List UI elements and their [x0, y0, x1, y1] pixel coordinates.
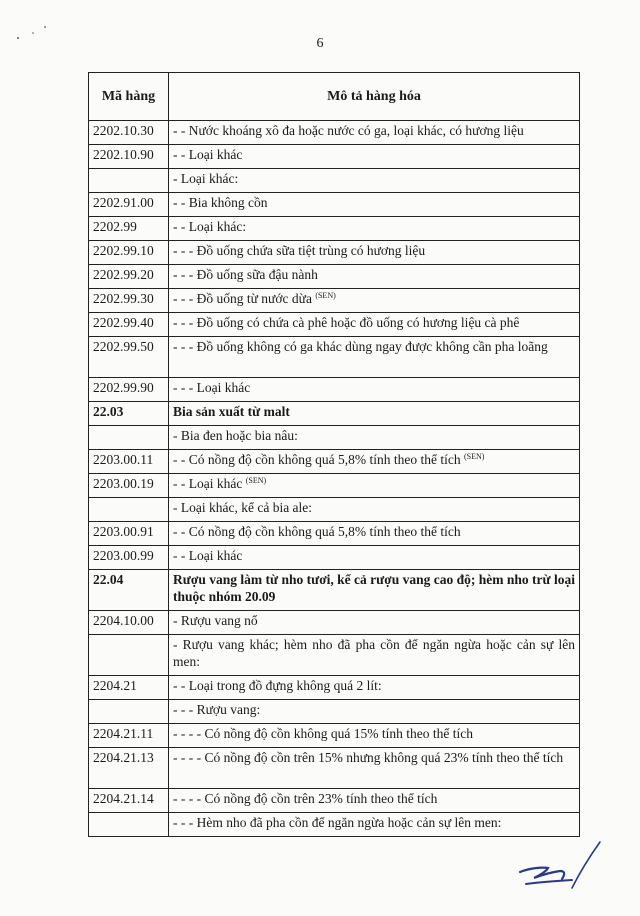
description-cell [169, 313, 580, 337]
description-text: - - Có nồng độ cồn không quá 5,8% tính theo thể tích [173, 452, 461, 467]
table-row [89, 217, 580, 241]
table-row [89, 265, 580, 289]
description-text: Rượu vang làm từ nho tươi, kể cả rượu vang cao độ; hèm nho trừ loại thuộc nhóm 20.09 [173, 572, 575, 604]
table-row [89, 570, 580, 611]
hs-code-cell: 2204.21.13 [89, 748, 169, 789]
table-row [89, 611, 580, 635]
description-cell [169, 546, 580, 570]
sen-marker: (SEN) [315, 291, 336, 300]
description-text: - Rượu vang khác; hèm nho đã pha cồn để ngăn ngừa hoặc cản sự lên men: [173, 637, 575, 669]
table-row [89, 789, 580, 813]
hs-code-cell [89, 813, 169, 837]
hs-code-cell: 2203.00.91 [89, 522, 169, 546]
description-text: - - - Đồ uống sữa đậu nành [173, 267, 318, 282]
table-row [89, 289, 580, 313]
description-cell [169, 748, 580, 789]
table-row [89, 313, 580, 337]
hs-code-cell: 2204.21.11 [89, 724, 169, 748]
description-text: - - Loại trong đồ đựng không quá 2 lít: [173, 678, 382, 693]
description-cell [169, 426, 580, 450]
hs-code-cell: 2202.99.90 [89, 378, 169, 402]
description-text: - - Loại khác: [173, 219, 247, 234]
description-cell [169, 378, 580, 402]
description-text: - Rượu vang nổ [173, 613, 258, 628]
hs-code-cell: 2202.10.90 [89, 145, 169, 169]
description-text: - - - Đồ uống từ nước dừa [173, 291, 312, 306]
description-cell [169, 789, 580, 813]
description-cell [169, 611, 580, 635]
description-text: Bia sản xuất từ malt [173, 404, 290, 419]
description-text: - - Có nồng độ cồn không quá 5,8% tính theo thể tích [173, 524, 461, 539]
description-cell [169, 402, 580, 426]
description-cell [169, 241, 580, 265]
table-row [89, 402, 580, 426]
description-cell [169, 121, 580, 145]
table-row [89, 748, 580, 789]
sen-marker: (SEN) [245, 476, 267, 485]
description-cell [169, 676, 580, 700]
table-row [89, 378, 580, 402]
hs-code-cell: 22.03 [89, 402, 169, 426]
description-text: - - Loại khác [173, 147, 243, 162]
description-text: - - Loại khác [173, 476, 243, 491]
hs-code-cell: 2202.10.30 [89, 121, 169, 145]
table-body [89, 121, 580, 837]
hs-code-cell: 2202.99.10 [89, 241, 169, 265]
table-row [89, 474, 580, 498]
hs-code-cell [89, 700, 169, 724]
table-row [89, 121, 580, 145]
hs-code-cell: 22.04 [89, 570, 169, 611]
hs-code-cell: 2202.99.20 [89, 265, 169, 289]
signature-icon [516, 838, 608, 894]
hs-code-cell: 2204.10.00 [89, 611, 169, 635]
table-row [89, 241, 580, 265]
table-row [89, 426, 580, 450]
description-text: - - - - Có nồng độ cồn không quá 15% tính theo thể tích [173, 726, 473, 741]
description-cell [169, 700, 580, 724]
description-cell [169, 635, 580, 676]
hs-code-cell: 2203.00.11 [89, 450, 169, 474]
description-cell [169, 169, 580, 193]
sen-marker: (SEN) [463, 452, 485, 461]
table-header-row [89, 73, 580, 121]
description-cell [169, 498, 580, 522]
description-cell [169, 724, 580, 748]
tariff-table [88, 72, 580, 837]
table-row [89, 813, 580, 837]
description-cell [169, 145, 580, 169]
description-cell [169, 522, 580, 546]
description-text: - - - - Có nồng độ cồn trên 15% nhưng không quá 23% tính theo thể tích [173, 750, 564, 765]
hs-code-cell: 2203.00.19 [89, 474, 169, 498]
table-row [89, 193, 580, 217]
table-row [89, 450, 580, 474]
description-text: - Loại khác, kể cả bia ale: [173, 500, 313, 515]
description-cell [169, 193, 580, 217]
hs-code-cell [89, 498, 169, 522]
description-text: - - - Loại khác [173, 380, 251, 395]
description-text: - - - Đồ uống chứa sữa tiệt trùng có hương liệu [173, 243, 426, 258]
description-cell [169, 474, 580, 498]
hs-code-cell: 2202.91.00 [89, 193, 169, 217]
table-row [89, 337, 580, 378]
description-text: - - - Đồ uống có chứa cà phê hoặc đồ uống có hương liệu cà phê [173, 315, 520, 330]
hs-code-cell: 2204.21.14 [89, 789, 169, 813]
hs-code-cell: 2202.99.40 [89, 313, 169, 337]
description-text: - - Bia không cồn [173, 195, 268, 210]
description-cell [169, 289, 580, 313]
description-cell [169, 450, 580, 474]
table-row [89, 676, 580, 700]
description-text: - - - - Có nồng độ cồn trên 23% tính theo thể tích [173, 791, 438, 806]
description-cell [169, 217, 580, 241]
table-row [89, 522, 580, 546]
column-header-description: Mô tả hàng hóa [169, 73, 580, 121]
description-text: - Bia đen hoặc bia nâu: [173, 428, 298, 443]
page-number: 6 [316, 36, 324, 51]
hs-code-cell: 2202.99.30 [89, 289, 169, 313]
column-header-code: Mã hàng [89, 73, 169, 121]
table-row [89, 498, 580, 522]
description-text: - - - Hèm nho đã pha cồn để ngăn ngừa hoặc cản sự lên men: [173, 815, 502, 830]
hs-code-cell: 2202.99 [89, 217, 169, 241]
table-row [89, 700, 580, 724]
hs-code-cell: 2202.99.50 [89, 337, 169, 378]
table-row [89, 546, 580, 570]
table-row [89, 724, 580, 748]
description-text: - Loại khác: [173, 171, 239, 186]
description-text: - - Loại khác [173, 548, 243, 563]
description-text: - - Nước khoáng xô đa hoặc nước có ga, loại khác, có hương liệu [173, 123, 524, 138]
hs-code-cell [89, 426, 169, 450]
description-text: - - - Rượu vang: [173, 702, 261, 717]
hs-code-cell [89, 169, 169, 193]
hs-code-cell [89, 635, 169, 676]
description-cell [169, 813, 580, 837]
description-cell [169, 265, 580, 289]
description-cell [169, 337, 580, 378]
table-row [89, 169, 580, 193]
description-text: - - - Đồ uống không có ga khác dùng ngay được không cần pha loãng [173, 339, 548, 354]
table-row [89, 635, 580, 676]
hs-code-cell: 2204.21 [89, 676, 169, 700]
description-cell [169, 570, 580, 611]
table-row [89, 145, 580, 169]
hs-code-cell: 2203.00.99 [89, 546, 169, 570]
